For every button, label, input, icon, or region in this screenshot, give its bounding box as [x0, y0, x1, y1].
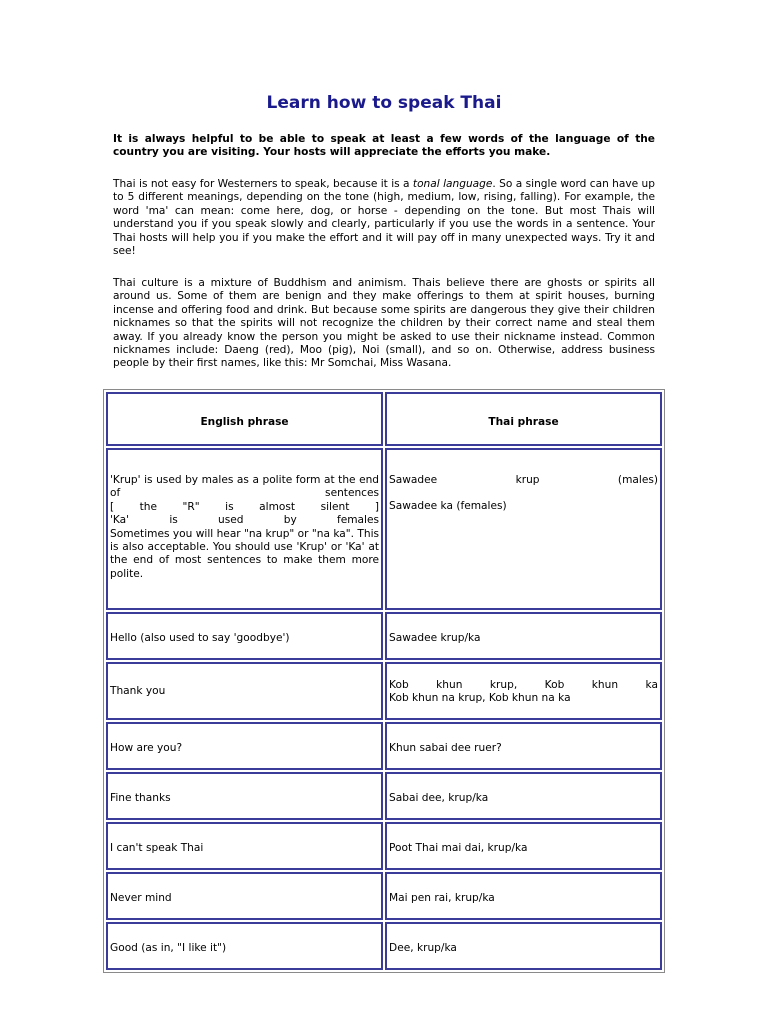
table-row: [106, 662, 662, 720]
na-krup-line: Sometimes you will hear "na krup" or "na ka". This is also acceptable. You should use 'Krup' or 'Ka' at the end of most sentences to make them more polite.: [110, 527, 380, 580]
thai-cell: [385, 448, 662, 610]
thai-cell: Mai pen rai, krup/ka: [385, 872, 662, 920]
table-header-row: [106, 392, 662, 446]
table-row: [106, 612, 662, 660]
thai-cell: Dee, krup/ka: [385, 922, 662, 970]
thank-you-polite-line: Kob khun na krup, Kob khun na ka: [389, 692, 571, 704]
paragraph-text: Thai is not easy for Westerners to speak, because it is a: [113, 178, 413, 190]
thai-cell: Khun sabai dee ruer?: [385, 722, 662, 770]
english-cell: Fine thanks: [106, 772, 383, 820]
silent-r-line: [ the "R" is almost silent ]: [110, 500, 380, 513]
english-cell: Good (as in, "I like it"): [106, 922, 383, 970]
english-cell: Thank you: [106, 662, 383, 720]
table-row: [106, 822, 662, 870]
english-cell: How are you?: [106, 722, 383, 770]
ka-usage-line: 'Ka' is used by females: [110, 514, 380, 527]
sawadee-krup-line: Sawadee krup (males): [389, 474, 658, 486]
intro-paragraph: It is always helpful to be able to speak at least a few words of the language of the country you are visiting. Your hosts will appreciate the efforts you make.: [113, 133, 655, 159]
table-row: [106, 448, 662, 610]
krup-usage-line: 'Krup' is used by males as a polite form at the end of sentences: [110, 474, 380, 500]
english-cell: [106, 448, 383, 610]
table-row: [106, 922, 662, 970]
thai-cell: [385, 662, 662, 720]
thai-culture-paragraph: Thai culture is a mixture of Buddhism and animism. Thais believe there are ghosts or spirits all around us. Some of them are benign and they make offerings to them at spirit houses, burning incense and offering food and drink. But because some spirits are dangerous they give their children nicknames so that the spirits will not recognize the children by their correct name and steal them away. If you already know the person you might be asked to use their nickname instead. Common nicknames include: Daeng (red), Moo (pig), Noi (small), and so on. Otherwise, address business people by their first names, like this: Mr Somchai, Miss Wasana.: [113, 277, 655, 370]
thai-cell: Sawadee krup/ka: [385, 612, 662, 660]
table-row: [106, 722, 662, 770]
page-title: Learn how to speak Thai: [266, 93, 502, 113]
thank-you-line: Kob khun krup, Kob khun ka: [389, 678, 658, 691]
table-row: [106, 872, 662, 920]
line-gap: [389, 487, 658, 500]
english-cell: I can't speak Thai: [106, 822, 383, 870]
paragraph-text: . So a single word can have up to 5 different meanings, depending on the tone (high, medium, low, rising, falling). For example, the word 'ma' can mean: come here, dog, or horse - depending on the tone. But most Thais will understand you if you speak slowly and clearly, particularly if you use the words in a sentence. Your Thai hosts will help you if you make the effort and it will pay off in many unexpected ways. Try it and see!: [113, 178, 655, 258]
table-row: [106, 772, 662, 820]
header-english: English phrase: [106, 392, 383, 446]
phrase-table: [103, 389, 665, 973]
thai-cell: Sabai dee, krup/ka: [385, 772, 662, 820]
tonal-language-paragraph: [113, 178, 655, 258]
sawadee-ka-line: Sawadee ka (females): [389, 500, 507, 513]
emphasis-text: tonal language: [412, 178, 493, 190]
english-cell: Hello (also used to say 'goodbye'): [106, 612, 383, 660]
header-thai: Thai phrase: [385, 392, 662, 446]
english-cell: Never mind: [106, 872, 383, 920]
thai-cell: Poot Thai mai dai, krup/ka: [385, 822, 662, 870]
